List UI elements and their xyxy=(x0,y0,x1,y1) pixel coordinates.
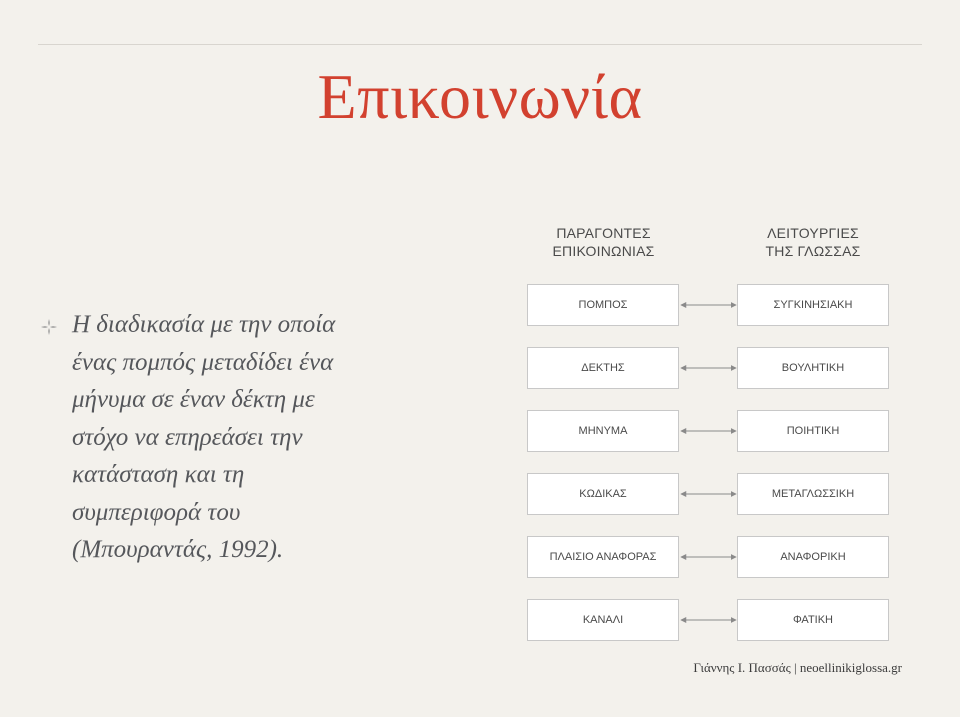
definition-line: (Μπουραντάς, 1992). xyxy=(72,536,284,563)
factors-header-line: ΕΠΙΚΟΙΝΩΝΙΑΣ xyxy=(552,243,655,259)
function-box: ΠΟΙΗΤΙΚΗ xyxy=(737,410,889,452)
function-box: ΑΝΑΦΟΡΙΚΗ xyxy=(737,536,889,578)
factor-box: ΚΩΔΙΚΑΣ xyxy=(527,473,679,515)
functions-header-line: ΤΗΣ ΓΛΩΣΣΑΣ xyxy=(765,243,861,259)
definition-line: μήνυμα σε έναν δέκτη με xyxy=(72,386,315,413)
definition-line: κατάσταση και τη xyxy=(72,461,245,488)
factor-box: ΚΑΝΑΛΙ xyxy=(527,599,679,641)
factor-box: ΔΕΚΤΗΣ xyxy=(527,347,679,389)
factors-header-line: ΠΑΡΑΓΟΝΤΕΣ xyxy=(556,225,651,241)
definition-line: στόχο να επηρεάσει την xyxy=(72,423,303,451)
slide-title: Επικοινωνία xyxy=(317,61,643,132)
definition-line: Η διαδικασία με την οποία xyxy=(72,311,336,338)
factor-box: ΠΛΑΙΣΙΟ ΑΝΑΦΟΡΑΣ xyxy=(527,536,679,578)
functions-header-line: ΛΕΙΤΟΥΡΓΙΕΣ xyxy=(767,225,859,241)
function-box: ΦΑΤΙΚΗ xyxy=(737,599,889,641)
factor-box: ΜΗΝΥΜΑ xyxy=(527,410,679,452)
function-box: ΣΥΓΚΙΝΗΣΙΑΚΗ xyxy=(737,284,889,326)
function-box: ΜΕΤΑΓΛΩΣΣΙΚΗ xyxy=(737,473,889,515)
function-box: ΒΟΥΛΗΤΙΚΗ xyxy=(737,347,889,389)
factor-box: ΠΟΜΠΟΣ xyxy=(527,284,679,326)
definition-line: ένας πομπός μεταδίδει ένα xyxy=(72,348,334,376)
footer-credit: Γιάννης Ι. Πασσάς | neoellinikiglossa.gr xyxy=(693,660,902,675)
definition-line: συμπεριφορά του xyxy=(72,498,241,526)
